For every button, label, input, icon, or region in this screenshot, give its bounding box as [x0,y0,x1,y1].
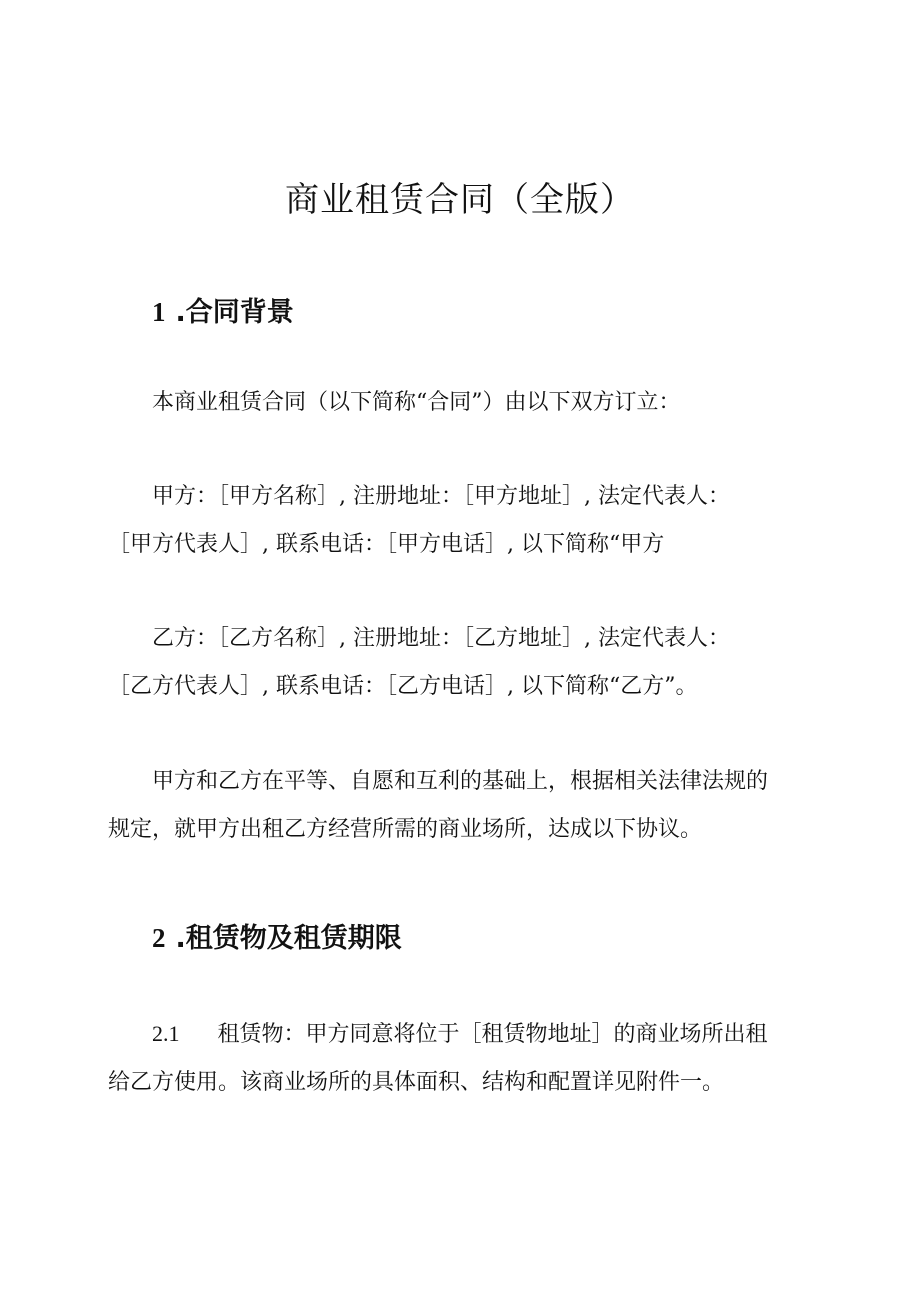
paragraph-intro [108,379,808,427]
paragraph-line [108,1010,808,1059]
section-title: .合同背景 [175,297,294,328]
section-heading-1 [152,292,294,333]
paragraph-agreement [108,758,808,854]
section-number: 2 [152,923,166,953]
document-title: 商业租赁合同（全版） [285,180,635,220]
clause-2-1 [108,1010,808,1107]
section-title: .租赁物及租赁期限 [175,923,402,954]
paragraph-line: 乙方：［乙方名称］, 注册地址：［乙方地址］, 法定代表人： [152,626,730,651]
paragraph-line: ［乙方代表人］, 联系电话：［乙方电话］, 以下简称“乙方”。 [108,674,698,699]
clause-number: 2.1 [152,1021,180,1046]
paragraph-line: 甲方和乙方在平等、自愿和互利的基础上，根据相关法律法规的 [152,769,769,794]
paragraph-line: ［甲方代表人］, 联系电话：［甲方电话］, 以下简称“甲方 [108,532,665,557]
section-number: 1 [152,297,166,327]
paragraph-party-b [108,615,808,711]
paragraph-line: 甲方：［甲方名称］, 注册地址：［甲方地址］, 法定代表人： [152,484,730,509]
paragraph-line: 给乙方使用。该商业场所的具体面积、结构和配置详见附件一。 [108,1070,725,1095]
section-heading-2 [152,918,402,959]
paragraph-party-a [108,473,808,569]
clause-text: 租赁物：甲方同意将位于［租赁物地址］的商业场所出租 [217,1022,768,1047]
paragraph-line: 规定，就甲方出租乙方经营所需的商业场所，达成以下协议。 [108,817,703,842]
paragraph-line: 本商业租赁合同（以下简称“合同”）由以下双方订立： [152,390,681,415]
